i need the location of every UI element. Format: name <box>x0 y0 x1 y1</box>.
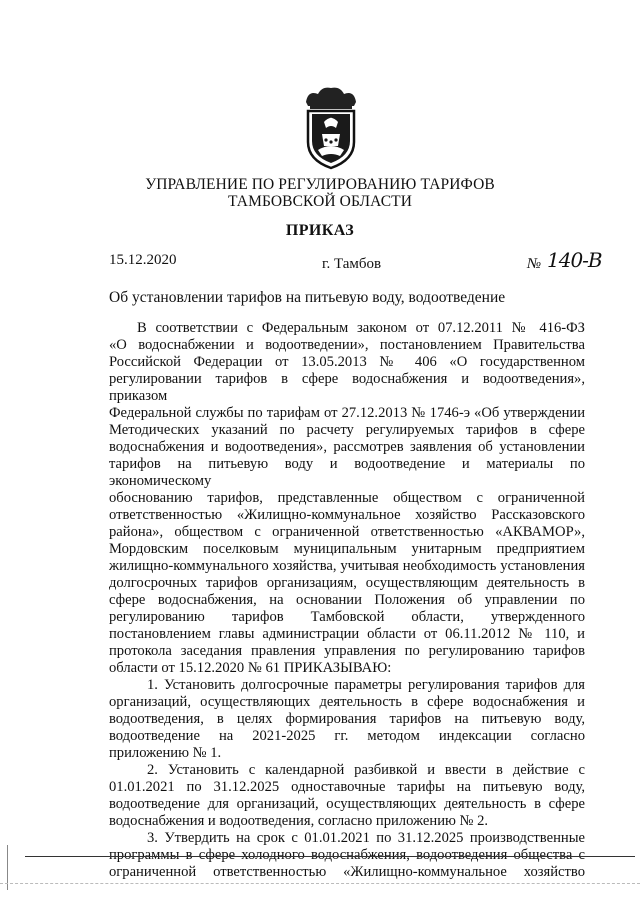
body-line: «О водоснабжении и водоотведении», постановлением Правительства <box>109 337 585 353</box>
body-line: области от 15.12.2020 № 61 ПРИКАЗЫВАЮ: <box>109 660 392 676</box>
body-line: 2. Установить с календарной разбивкой и ввести в действие с <box>147 762 585 778</box>
body-line: 01.01.2021 по 31.12.2025 одноставочные тарифы на питьевую воду, <box>109 779 585 795</box>
body-line: приложению № 1. <box>109 745 222 761</box>
coat-of-arms-emblem <box>300 84 362 172</box>
body-line: программы в сфере холодного водоснабжения, водоотведения общества с <box>109 847 585 863</box>
body-line: 3. Утвердить на срок с 01.01.2021 по 31.12.2025 производственные <box>147 830 585 846</box>
body-line: постановлением главы администрации области от 06.11.2012 № 110, и <box>109 626 585 642</box>
body-line: 1. Установить долгосрочные параметры регулирования тарифов для <box>147 677 585 693</box>
document-type-title: ПРИКАЗ <box>285 222 355 239</box>
body-line: водоотведение на 2021-2025 гг. методом индексации согласно <box>109 728 585 744</box>
document-date: 15.12.2020 <box>109 252 177 268</box>
body-line: протокола заседания правления управления по регулированию тарифов <box>109 643 585 659</box>
organization-name-line1: УПРАВЛЕНИЕ ПО РЕГУЛИРОВАНИЮ ТАРИФОВ <box>145 176 495 193</box>
body-line: сфере водоснабжения, на основании Положения об управлении по <box>109 592 585 608</box>
body-line: района», обществом с ограниченной ответственностью «АКВАМОР», <box>109 524 585 540</box>
document-body <box>109 320 585 881</box>
body-line: Методических указаний по расчету регулируемых тарифов в сфере <box>109 422 585 438</box>
page-bottom-rule <box>25 856 635 857</box>
body-line: регулировании тарифов в сфере водоснабжения и водоотведения», приказом <box>109 371 585 404</box>
body-line: долгосрочных тарифов организациям, осуществляющим деятельность в <box>109 575 585 591</box>
body-line: регулированию тарифов Тамбовской области, утвержденного <box>109 609 585 625</box>
document-city: г. Тамбов <box>322 256 382 272</box>
document-number-handwritten: 140-В <box>547 248 602 272</box>
body-line: Мордовским поселковым муниципальным унитарным предприятием <box>109 541 585 557</box>
body-line: тарифов на питьевую воду и водоотведение и материалы по экономическому <box>109 456 585 489</box>
organization-name-line2: ТАМБОВСКОЙ ОБЛАСТИ <box>228 193 412 210</box>
body-line: ограниченной ответственностью «Жилищно-коммунальное хозяйство <box>109 864 585 880</box>
document-number-label: № <box>527 256 542 272</box>
body-line: Федеральной службы по тарифам от 27.12.2013 № 1746-э «Об утверждении <box>109 405 585 421</box>
document-subject: Об установлении тарифов на питьевую воду, водоотведение <box>109 289 506 306</box>
body-line: жилищно-коммунального хозяйства, учитывая необходимость установления <box>109 558 585 574</box>
body-line: водоснабжения и водоотведения, согласно приложению № 2. <box>109 813 489 829</box>
body-line: водоотведения, в целях формирования тарифов на питьевую воду, <box>109 711 585 727</box>
body-line: В соответствии с Федеральным законом от 07.12.2011 № 416-ФЗ <box>137 320 585 336</box>
body-line: водоотведение для организаций, осуществляющих деятельность в сфере <box>109 796 585 812</box>
body-line: обоснованию тарифов, представленные обществом с ограниченной <box>109 490 585 506</box>
body-line: Российской Федерации от 13.05.2013 № 406 «О государственном <box>109 354 585 370</box>
body-line: организаций, осуществляющих деятельность в сфере водоснабжения и <box>109 694 585 710</box>
scan-artifact-line <box>0 883 640 884</box>
body-line: ответственностью «Жилищно-коммунальное хозяйство Рассказовского <box>109 507 585 523</box>
body-line: водоснабжения и водоотведения», рассмотрев заявления об установлении <box>109 439 585 455</box>
